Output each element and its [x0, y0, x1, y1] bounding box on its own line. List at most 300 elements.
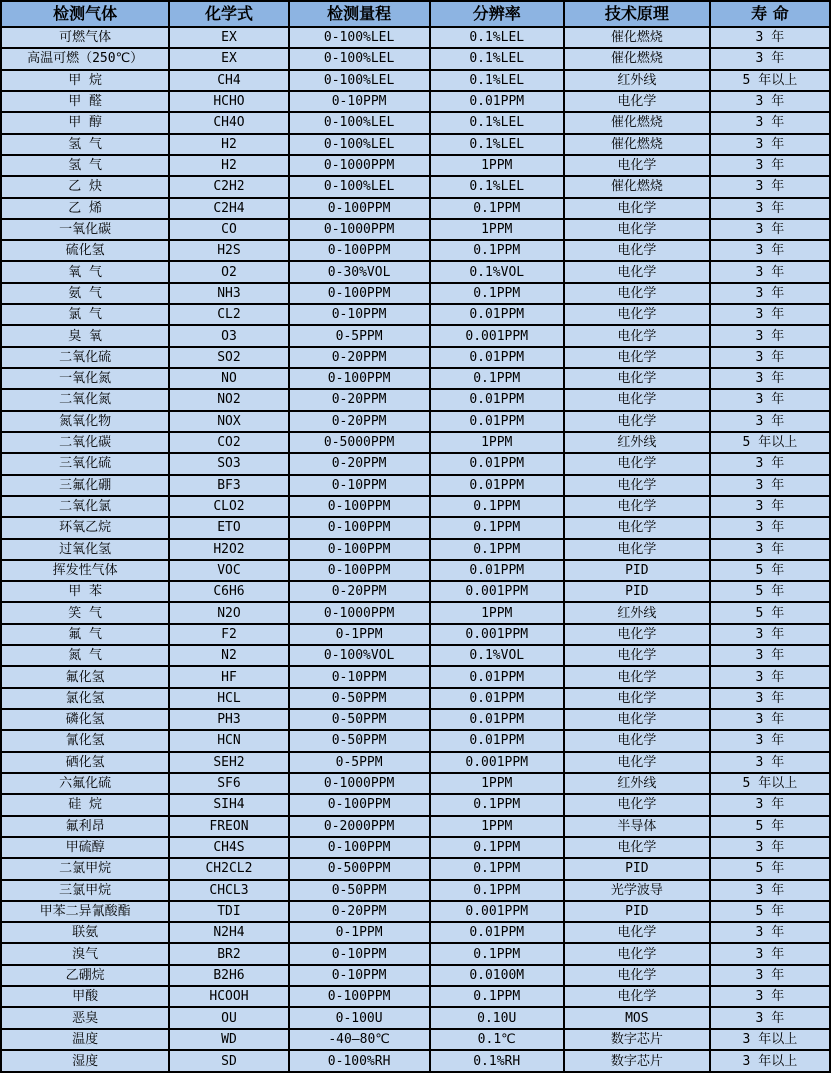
- cell-principle: PID: [564, 858, 710, 879]
- cell-gas: 联氨: [1, 922, 169, 943]
- cell-range: 0-100PPM: [289, 496, 430, 517]
- cell-resolution: 0.001PPM: [430, 581, 564, 602]
- cell-resolution: 0.1PPM: [430, 368, 564, 389]
- cell-formula: O3: [169, 325, 288, 346]
- table-row: [1, 986, 830, 1007]
- cell-range: 0-100PPM: [289, 198, 430, 219]
- cell-range: 0-30%VOL: [289, 261, 430, 282]
- cell-lifespan: 3 年: [710, 624, 830, 645]
- table-row: [1, 1050, 830, 1072]
- cell-formula: WD: [169, 1029, 288, 1050]
- cell-lifespan: 3 年: [710, 112, 830, 133]
- cell-gas: 氢 气: [1, 155, 169, 176]
- cell-principle: 电化学: [564, 666, 710, 687]
- column-header-range: 检测量程: [289, 1, 430, 27]
- cell-lifespan: 5 年: [710, 858, 830, 879]
- cell-gas: 高温可燃（250℃）: [1, 48, 169, 69]
- cell-lifespan: 5 年: [710, 560, 830, 581]
- cell-principle: 催化燃烧: [564, 48, 710, 69]
- cell-lifespan: 3 年: [710, 794, 830, 815]
- cell-lifespan: 3 年: [710, 198, 830, 219]
- cell-lifespan: 3 年: [710, 134, 830, 155]
- cell-formula: EX: [169, 27, 288, 48]
- cell-formula: HCHO: [169, 91, 288, 112]
- cell-resolution: 0.01PPM: [430, 730, 564, 751]
- table-body: [1, 27, 830, 1072]
- cell-lifespan: 3 年以上: [710, 1050, 830, 1072]
- table-row: [1, 837, 830, 858]
- table-row: [1, 539, 830, 560]
- table-row: [1, 48, 830, 69]
- cell-principle: 催化燃烧: [564, 176, 710, 197]
- cell-formula: SIH4: [169, 794, 288, 815]
- cell-range: 0-100%LEL: [289, 70, 430, 91]
- table-row: [1, 283, 830, 304]
- cell-formula: B2H6: [169, 965, 288, 986]
- table-row: [1, 560, 830, 581]
- cell-gas: 甲 烷: [1, 70, 169, 91]
- cell-resolution: 0.1PPM: [430, 837, 564, 858]
- cell-principle: 电化学: [564, 730, 710, 751]
- cell-principle: PID: [564, 560, 710, 581]
- cell-formula: C2H2: [169, 176, 288, 197]
- cell-resolution: 1PPM: [430, 773, 564, 794]
- cell-lifespan: 5 年: [710, 901, 830, 922]
- cell-resolution: 0.01PPM: [430, 688, 564, 709]
- cell-formula: CL2: [169, 304, 288, 325]
- cell-resolution: 0.1PPM: [430, 986, 564, 1007]
- table-row: [1, 901, 830, 922]
- cell-resolution: 0.1PPM: [430, 943, 564, 964]
- cell-gas: 臭 氧: [1, 325, 169, 346]
- cell-resolution: 0.1℃: [430, 1029, 564, 1050]
- cell-resolution: 1PPM: [430, 155, 564, 176]
- cell-resolution: 0.1%LEL: [430, 27, 564, 48]
- cell-principle: 电化学: [564, 624, 710, 645]
- cell-lifespan: 3 年: [710, 304, 830, 325]
- cell-principle: 电化学: [564, 219, 710, 240]
- cell-formula: H2: [169, 155, 288, 176]
- cell-resolution: 0.01PPM: [430, 453, 564, 474]
- cell-gas: 氟 气: [1, 624, 169, 645]
- cell-gas: 温度: [1, 1029, 169, 1050]
- cell-range: 0-10PPM: [289, 475, 430, 496]
- cell-resolution: 0.1%LEL: [430, 176, 564, 197]
- cell-formula: H2: [169, 134, 288, 155]
- table-row: [1, 368, 830, 389]
- cell-principle: 电化学: [564, 91, 710, 112]
- cell-lifespan: 5 年以上: [710, 70, 830, 91]
- cell-principle: MOS: [564, 1007, 710, 1028]
- cell-principle: 红外线: [564, 773, 710, 794]
- cell-resolution: 1PPM: [430, 602, 564, 623]
- cell-range: 0-100%LEL: [289, 176, 430, 197]
- cell-formula: BR2: [169, 943, 288, 964]
- cell-lifespan: 3 年: [710, 347, 830, 368]
- cell-gas: 三氟化硼: [1, 475, 169, 496]
- cell-gas: 一氧化氮: [1, 368, 169, 389]
- cell-formula: CLO2: [169, 496, 288, 517]
- cell-lifespan: 3 年: [710, 240, 830, 261]
- cell-gas: 六氟化硫: [1, 773, 169, 794]
- cell-principle: 光学波导: [564, 880, 710, 901]
- cell-formula: CH4O: [169, 112, 288, 133]
- cell-lifespan: 3 年: [710, 943, 830, 964]
- cell-range: 0-100PPM: [289, 837, 430, 858]
- cell-resolution: 1PPM: [430, 816, 564, 837]
- cell-range: 0-100%LEL: [289, 48, 430, 69]
- cell-lifespan: 5 年以上: [710, 773, 830, 794]
- cell-principle: 电化学: [564, 411, 710, 432]
- cell-lifespan: 3 年: [710, 91, 830, 112]
- cell-range: 0-2000PPM: [289, 816, 430, 837]
- table-row: [1, 880, 830, 901]
- cell-gas: 氯 气: [1, 304, 169, 325]
- cell-resolution: 0.1%VOL: [430, 261, 564, 282]
- table-row: [1, 645, 830, 666]
- column-header-principle: 技术原理: [564, 1, 710, 27]
- cell-formula: HF: [169, 666, 288, 687]
- table-row: [1, 325, 830, 346]
- cell-resolution: 0.001PPM: [430, 325, 564, 346]
- cell-formula: O2: [169, 261, 288, 282]
- cell-range: 0-50PPM: [289, 880, 430, 901]
- cell-gas: 硫化氢: [1, 240, 169, 261]
- table-row: [1, 602, 830, 623]
- cell-gas: 氮氧化物: [1, 411, 169, 432]
- cell-range: 0-100PPM: [289, 517, 430, 538]
- cell-resolution: 0.10U: [430, 1007, 564, 1028]
- cell-principle: 催化燃烧: [564, 27, 710, 48]
- cell-lifespan: 3 年: [710, 155, 830, 176]
- cell-gas: 甲 苯: [1, 581, 169, 602]
- cell-resolution: 1PPM: [430, 432, 564, 453]
- cell-principle: 电化学: [564, 325, 710, 346]
- cell-range: 0-20PPM: [289, 389, 430, 410]
- cell-formula: SO3: [169, 453, 288, 474]
- cell-range: 0-100%LEL: [289, 27, 430, 48]
- cell-formula: NH3: [169, 283, 288, 304]
- cell-principle: 电化学: [564, 475, 710, 496]
- cell-formula: SO2: [169, 347, 288, 368]
- cell-range: 0-100%LEL: [289, 134, 430, 155]
- table-row: [1, 70, 830, 91]
- cell-resolution: 0.1%LEL: [430, 48, 564, 69]
- cell-resolution: 0.01PPM: [430, 389, 564, 410]
- cell-principle: 电化学: [564, 517, 710, 538]
- table-row: [1, 517, 830, 538]
- cell-formula: ETO: [169, 517, 288, 538]
- cell-principle: 电化学: [564, 645, 710, 666]
- cell-formula: CO: [169, 219, 288, 240]
- table-row: [1, 496, 830, 517]
- cell-principle: 电化学: [564, 986, 710, 1007]
- cell-gas: 乙 炔: [1, 176, 169, 197]
- cell-formula: NOX: [169, 411, 288, 432]
- cell-resolution: 0.01PPM: [430, 91, 564, 112]
- table-row: [1, 411, 830, 432]
- table-row: [1, 858, 830, 879]
- cell-lifespan: 3 年: [710, 219, 830, 240]
- table-row: [1, 816, 830, 837]
- cell-gas: 氰化氢: [1, 730, 169, 751]
- cell-principle: 催化燃烧: [564, 134, 710, 155]
- cell-lifespan: 3 年: [710, 176, 830, 197]
- cell-principle: PID: [564, 581, 710, 602]
- cell-range: 0-20PPM: [289, 581, 430, 602]
- cell-resolution: 0.1%LEL: [430, 134, 564, 155]
- table-row: [1, 752, 830, 773]
- cell-principle: 电化学: [564, 198, 710, 219]
- table-row: [1, 91, 830, 112]
- cell-formula: CH4S: [169, 837, 288, 858]
- cell-formula: BF3: [169, 475, 288, 496]
- table-row: [1, 773, 830, 794]
- cell-gas: 笑 气: [1, 602, 169, 623]
- cell-gas: 乙硼烷: [1, 965, 169, 986]
- cell-resolution: 0.1PPM: [430, 858, 564, 879]
- cell-gas: 氢 气: [1, 134, 169, 155]
- table-row: [1, 1007, 830, 1028]
- cell-formula: H2O2: [169, 539, 288, 560]
- column-header-formula: 化学式: [169, 1, 288, 27]
- table-row: [1, 347, 830, 368]
- cell-range: 0-100PPM: [289, 986, 430, 1007]
- cell-gas: 氨 气: [1, 283, 169, 304]
- cell-lifespan: 3 年: [710, 475, 830, 496]
- cell-formula: HCOOH: [169, 986, 288, 1007]
- cell-gas: 氟化氢: [1, 666, 169, 687]
- cell-principle: 电化学: [564, 453, 710, 474]
- cell-lifespan: 3 年: [710, 283, 830, 304]
- cell-range: 0-1000PPM: [289, 219, 430, 240]
- table-row: [1, 624, 830, 645]
- cell-resolution: 0.1%RH: [430, 1050, 564, 1072]
- cell-range: 0-1000PPM: [289, 773, 430, 794]
- table-row: [1, 475, 830, 496]
- cell-gas: 氧 气: [1, 261, 169, 282]
- cell-principle: 数字芯片: [564, 1029, 710, 1050]
- table-row: [1, 794, 830, 815]
- cell-gas: 环氧乙烷: [1, 517, 169, 538]
- cell-lifespan: 3 年: [710, 453, 830, 474]
- cell-principle: 红外线: [564, 432, 710, 453]
- table-row: [1, 389, 830, 410]
- cell-gas: 硅 烷: [1, 794, 169, 815]
- cell-range: 0-10PPM: [289, 91, 430, 112]
- cell-principle: 电化学: [564, 794, 710, 815]
- table-row: [1, 922, 830, 943]
- cell-principle: 电化学: [564, 752, 710, 773]
- cell-principle: 电化学: [564, 368, 710, 389]
- cell-resolution: 1PPM: [430, 219, 564, 240]
- cell-gas: 甲 醛: [1, 91, 169, 112]
- cell-resolution: 0.1PPM: [430, 496, 564, 517]
- cell-formula: TDI: [169, 901, 288, 922]
- cell-range: 0-100%RH: [289, 1050, 430, 1072]
- cell-lifespan: 3 年: [710, 730, 830, 751]
- cell-principle: PID: [564, 901, 710, 922]
- cell-range: 0-100PPM: [289, 560, 430, 581]
- cell-range: -40—80℃: [289, 1029, 430, 1050]
- cell-range: 0-1PPM: [289, 624, 430, 645]
- cell-resolution: 0.1PPM: [430, 240, 564, 261]
- cell-range: 0-10PPM: [289, 666, 430, 687]
- cell-range: 0-20PPM: [289, 347, 430, 368]
- cell-resolution: 0.001PPM: [430, 624, 564, 645]
- cell-principle: 电化学: [564, 837, 710, 858]
- table-row: [1, 27, 830, 48]
- cell-principle: 红外线: [564, 602, 710, 623]
- cell-resolution: 0.1%LEL: [430, 70, 564, 91]
- cell-gas: 三氧化硫: [1, 453, 169, 474]
- cell-principle: 电化学: [564, 240, 710, 261]
- table-row: [1, 688, 830, 709]
- cell-formula: FREON: [169, 816, 288, 837]
- cell-principle: 催化燃烧: [564, 112, 710, 133]
- cell-range: 0-1PPM: [289, 922, 430, 943]
- cell-formula: N2H4: [169, 922, 288, 943]
- cell-lifespan: 3 年: [710, 965, 830, 986]
- cell-gas: 二氧化氯: [1, 496, 169, 517]
- table-row: [1, 453, 830, 474]
- cell-lifespan: 5 年: [710, 581, 830, 602]
- cell-range: 0-5PPM: [289, 752, 430, 773]
- cell-formula: CH4: [169, 70, 288, 91]
- table-row: [1, 261, 830, 282]
- cell-formula: NO2: [169, 389, 288, 410]
- cell-range: 0-100PPM: [289, 283, 430, 304]
- cell-resolution: 0.01PPM: [430, 411, 564, 432]
- table-row: [1, 730, 830, 751]
- column-header-lifespan: 寿 命: [710, 1, 830, 27]
- cell-gas: 二氧化硫: [1, 347, 169, 368]
- cell-gas: 乙 烯: [1, 198, 169, 219]
- table-row: [1, 155, 830, 176]
- cell-lifespan: 5 年: [710, 816, 830, 837]
- table-row: [1, 666, 830, 687]
- cell-gas: 氟利昂: [1, 816, 169, 837]
- table-row: [1, 198, 830, 219]
- cell-lifespan: 3 年以上: [710, 1029, 830, 1050]
- cell-formula: CHCL3: [169, 880, 288, 901]
- cell-range: 0-500PPM: [289, 858, 430, 879]
- cell-formula: F2: [169, 624, 288, 645]
- cell-resolution: 0.1PPM: [430, 283, 564, 304]
- cell-gas: 挥发性气体: [1, 560, 169, 581]
- column-header-resolution: 分辨率: [430, 1, 564, 27]
- cell-range: 0-50PPM: [289, 688, 430, 709]
- cell-range: 0-100%LEL: [289, 112, 430, 133]
- cell-lifespan: 3 年: [710, 27, 830, 48]
- cell-lifespan: 3 年: [710, 688, 830, 709]
- cell-range: 0-1000PPM: [289, 602, 430, 623]
- cell-lifespan: 3 年: [710, 411, 830, 432]
- cell-formula: C2H4: [169, 198, 288, 219]
- table-row: [1, 219, 830, 240]
- table-row: [1, 304, 830, 325]
- cell-gas: 一氧化碳: [1, 219, 169, 240]
- cell-principle: 电化学: [564, 389, 710, 410]
- cell-gas: 湿度: [1, 1050, 169, 1072]
- cell-range: 0-100%VOL: [289, 645, 430, 666]
- cell-resolution: 0.01PPM: [430, 347, 564, 368]
- cell-gas: 可燃气体: [1, 27, 169, 48]
- column-header-gas: 检测气体: [1, 1, 169, 27]
- cell-lifespan: 3 年: [710, 389, 830, 410]
- cell-lifespan: 3 年: [710, 1007, 830, 1028]
- cell-resolution: 0.01PPM: [430, 709, 564, 730]
- cell-gas: 硒化氢: [1, 752, 169, 773]
- cell-gas: 二氯甲烷: [1, 858, 169, 879]
- cell-range: 0-20PPM: [289, 411, 430, 432]
- cell-formula: N2O: [169, 602, 288, 623]
- cell-range: 0-100PPM: [289, 240, 430, 261]
- cell-lifespan: 3 年: [710, 496, 830, 517]
- cell-resolution: 0.1%LEL: [430, 112, 564, 133]
- cell-principle: 电化学: [564, 304, 710, 325]
- cell-gas: 二氧化氮: [1, 389, 169, 410]
- cell-formula: VOC: [169, 560, 288, 581]
- cell-lifespan: 5 年以上: [710, 432, 830, 453]
- cell-lifespan: 3 年: [710, 837, 830, 858]
- cell-gas: 磷化氢: [1, 709, 169, 730]
- cell-lifespan: 3 年: [710, 261, 830, 282]
- cell-gas: 甲酸: [1, 986, 169, 1007]
- cell-resolution: 0.1%VOL: [430, 645, 564, 666]
- table-row: [1, 134, 830, 155]
- cell-gas: 三氯甲烷: [1, 880, 169, 901]
- cell-gas: 氮 气: [1, 645, 169, 666]
- cell-formula: EX: [169, 48, 288, 69]
- cell-lifespan: 3 年: [710, 48, 830, 69]
- cell-formula: C6H6: [169, 581, 288, 602]
- cell-principle: 数字芯片: [564, 1050, 710, 1072]
- cell-principle: 电化学: [564, 261, 710, 282]
- cell-range: 0-100PPM: [289, 368, 430, 389]
- cell-resolution: 0.001PPM: [430, 752, 564, 773]
- cell-resolution: 0.0100M: [430, 965, 564, 986]
- cell-principle: 红外线: [564, 70, 710, 91]
- cell-resolution: 0.1PPM: [430, 198, 564, 219]
- cell-principle: 电化学: [564, 922, 710, 943]
- cell-lifespan: 3 年: [710, 986, 830, 1007]
- cell-principle: 半导体: [564, 816, 710, 837]
- cell-principle: 电化学: [564, 709, 710, 730]
- cell-range: 0-1000PPM: [289, 155, 430, 176]
- cell-formula: HCL: [169, 688, 288, 709]
- cell-gas: 甲硫醇: [1, 837, 169, 858]
- cell-resolution: 0.001PPM: [430, 901, 564, 922]
- cell-formula: SD: [169, 1050, 288, 1072]
- cell-formula: PH3: [169, 709, 288, 730]
- table-row: [1, 943, 830, 964]
- cell-range: 0-5000PPM: [289, 432, 430, 453]
- cell-formula: CO2: [169, 432, 288, 453]
- cell-range: 0-20PPM: [289, 901, 430, 922]
- cell-range: 0-10PPM: [289, 304, 430, 325]
- cell-range: 0-50PPM: [289, 709, 430, 730]
- cell-lifespan: 3 年: [710, 645, 830, 666]
- cell-gas: 恶臭: [1, 1007, 169, 1028]
- cell-gas: 二氧化碳: [1, 432, 169, 453]
- cell-range: 0-100PPM: [289, 539, 430, 560]
- cell-range: 0-10PPM: [289, 943, 430, 964]
- cell-principle: 电化学: [564, 688, 710, 709]
- cell-resolution: 0.1PPM: [430, 517, 564, 538]
- cell-range: 0-100PPM: [289, 794, 430, 815]
- cell-formula: SF6: [169, 773, 288, 794]
